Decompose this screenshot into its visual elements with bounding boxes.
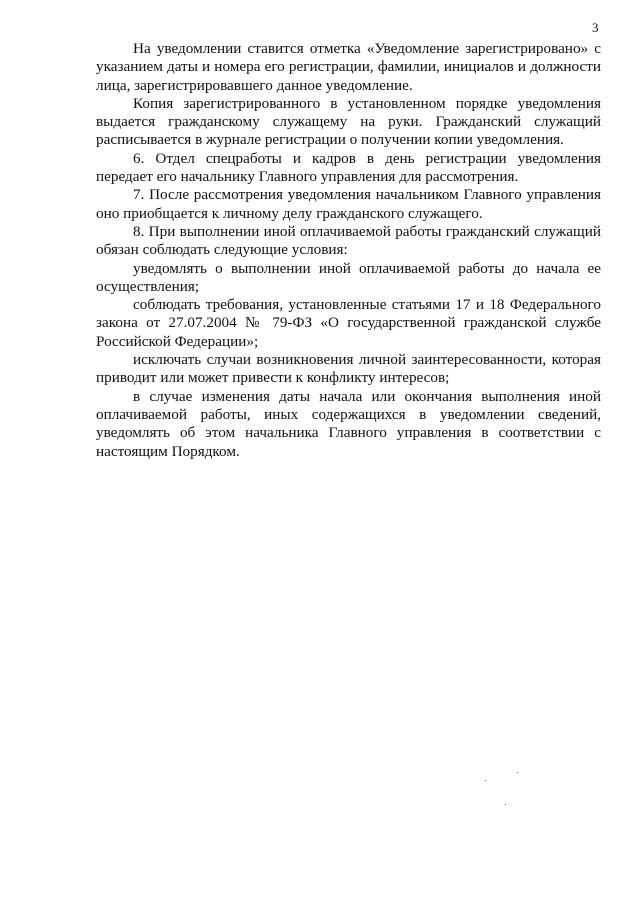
paragraph-item-7: 7. После рассмотрения уведомления начальником Главного управления оно приобщается к личному делу гражданского служащего. bbox=[96, 186, 601, 222]
scan-speck bbox=[505, 804, 506, 805]
condition-comply: соблюдать требования, установленные статьями 17 и 18 Федерального закона от 27.07.2004 № 79-ФЗ «О государственной гражданской службе Российской Федерации»; bbox=[96, 296, 601, 350]
paragraph-copy-issued: Копия зарегистрированного в установленном порядке уведомления выдается гражданскому служащему на руки. Гражданский служащий расписывается в журнале регистрации о получении копии уведомления. bbox=[96, 94, 601, 149]
page-number: 3 bbox=[592, 20, 599, 35]
paragraph-item-8: 8. При выполнении иной оплачиваемой работы гражданский служащий обязан соблюдать следующие условия: bbox=[96, 222, 601, 259]
condition-notify-changes: в случае изменения даты начала или окончания выполнения иной оплачиваемой работы, иных содержащихся в уведомлении сведений, уведомлять об этом начальника Главного управления в соответствии с настоящим Порядком. bbox=[96, 387, 601, 460]
document-body bbox=[96, 40, 601, 461]
scan-speck bbox=[485, 780, 486, 781]
paragraph-registration-mark: На уведомлении ставится отметка «Уведомление зарегистрировано» с указанием даты и номера его регистрации, фамилии, инициалов и должности лица, зарегистрировавшего данное уведомление. bbox=[96, 40, 601, 94]
scan-speck bbox=[517, 772, 518, 773]
paragraph-item-6: 6. Отдел спецработы и кадров в день регистрации уведомления передает его начальнику Главного управления для рассмотрения. bbox=[96, 149, 601, 186]
condition-notify: уведомлять о выполнении иной оплачиваемой работы до начала ее осуществления; bbox=[96, 259, 601, 295]
condition-exclude-conflict: исключать случаи возникновения личной заинтересованности, которая приводит или может привести к конфликту интересов; bbox=[96, 351, 601, 387]
